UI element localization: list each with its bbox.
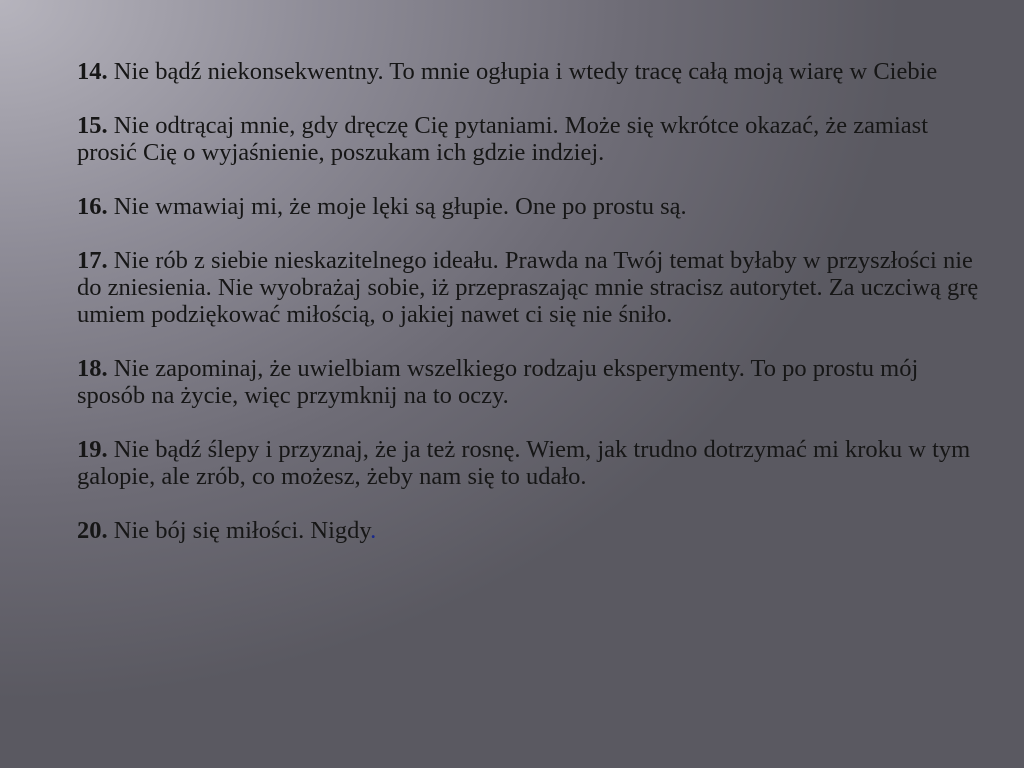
item-number: 16. (77, 193, 108, 220)
item-number: 14. (77, 58, 108, 85)
item-text: Nie bądź ślepy i przyznaj, że ja też rosnę. Wiem, jak trudno dotrzymać mi kroku w tym galopie, ale zrób, co możesz, żeby nam się to udało. (77, 436, 971, 490)
item-text: Nie rób z siebie nieskazitelnego ideału. Prawda na Twój temat byłaby w przyszłości nie do zniesienia. Nie wyobrażaj sobie, iż przepraszając mnie stracisz autorytet. Za uczciwą grę umiem podziękować miłością, o jakiej nawet ci się nie śniło. (77, 247, 979, 328)
item-text: Nie wmawiaj mi, że moje lęki są głupie. One po prostu są. (107, 193, 687, 220)
item-number: 18. (77, 355, 108, 382)
item-end-period: . (370, 517, 377, 544)
list-item-18 (77, 355, 982, 409)
list-item-19 (77, 436, 982, 490)
item-text: Nie zapominaj, że uwielbiam wszelkiego rodzaju eksperymenty. To po prostu mój sposób na życie, więc przymknij na to oczy. (77, 355, 919, 409)
item-text: Nie bądź niekonsekwentny. To mnie ogłupia i wtedy tracę całą moją wiarę w Ciebie (107, 58, 938, 85)
item-number: 15. (77, 112, 108, 139)
list-item-17 (77, 247, 982, 328)
item-number: 20. (77, 517, 108, 544)
list-item-15 (77, 112, 982, 166)
item-number: 17. (77, 247, 108, 274)
item-text: Nie odtrącaj mnie, gdy dręczę Cię pytaniami. Może się wkrótce okazać, że zamiast prosić Cię o wyjaśnienie, poszukam ich gdzie indziej. (77, 112, 929, 166)
list-item-14 (77, 58, 982, 85)
list-item-20 (77, 517, 982, 544)
item-number: 19. (77, 436, 108, 463)
item-text: Nie bój się miłości. Nigdy (107, 517, 371, 544)
list-item-16 (77, 193, 982, 220)
slide-text-body (77, 58, 982, 571)
